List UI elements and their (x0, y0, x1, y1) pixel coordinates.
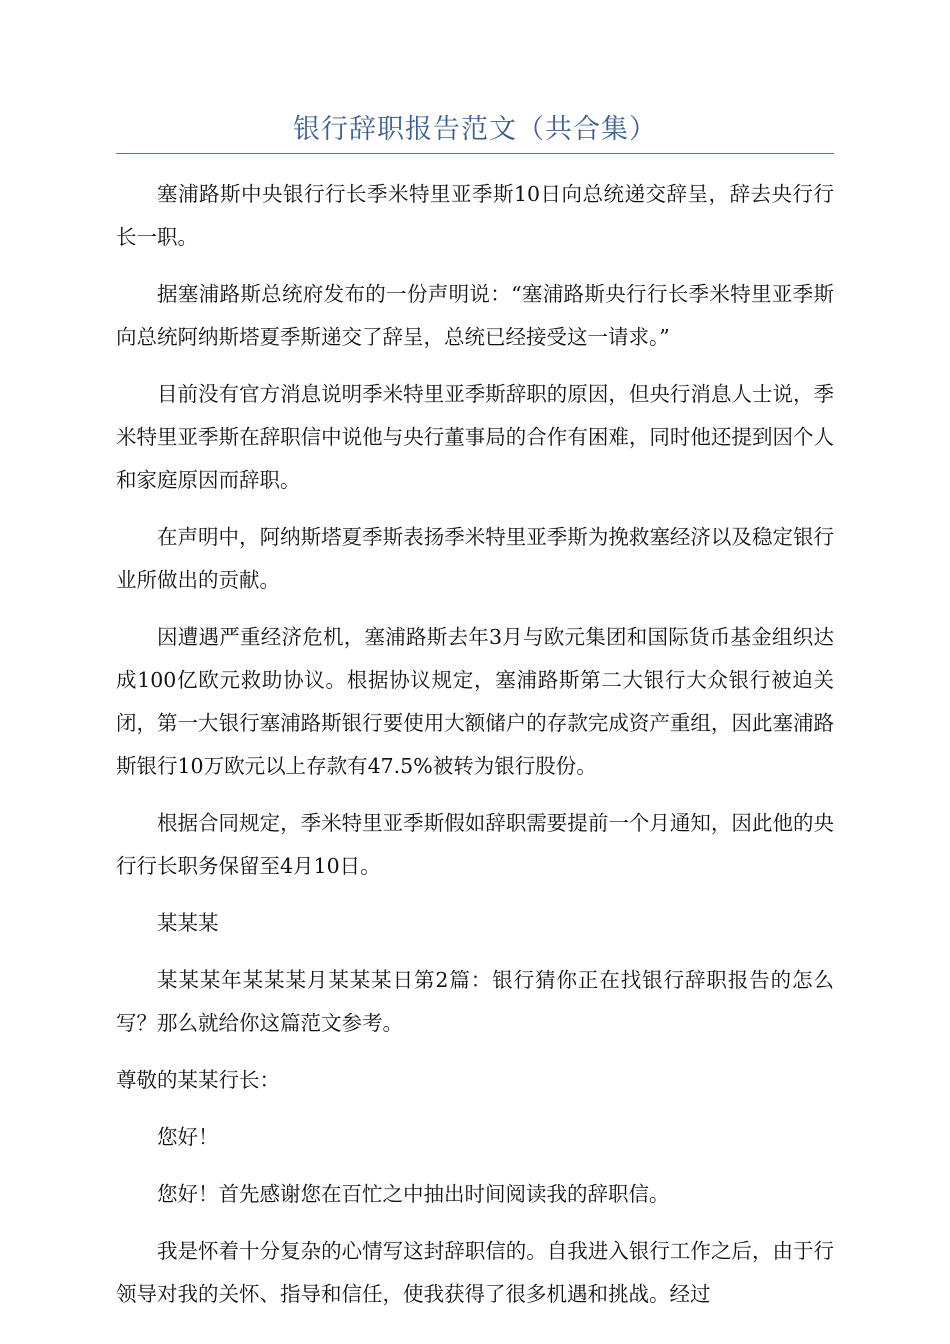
greeting: 您好！ (157, 1125, 219, 1149)
salutation: 尊敬的某某行长： (116, 1068, 280, 1092)
paragraph-8: 某某某年某某某月某某某日第2篇：银行猜你正在找银行辞职报告的怎么写？那么就给你这篇范文参考。 (116, 968, 834, 1035)
paragraph-6: 根据合同规定，季米特里亚季斯假如辞职需要提前一个月通知，因此他的央行行长职务保留至4月10日。 (116, 811, 834, 878)
paragraph-3: 目前没有官方消息说明季米特里亚季斯辞职的原因，但央行消息人士说，季米特里亚季斯在辞职信中说他与央行董事局的合作有困难，同时他还提到因个人和家庭原因而辞职。 (116, 382, 834, 492)
paragraph-11: 您好！首先感谢您在百忙之中抽出时间阅读我的辞职信。 (157, 1182, 670, 1206)
document-body (116, 173, 834, 1330)
signature-name: 某某某 (157, 911, 219, 935)
document-title: 银行辞职报告范文（共合集） (293, 114, 657, 145)
paragraph-5: 因遭遇严重经济危机，塞浦路斯去年3月与欧元集团和国际货币基金组织达成100亿欧元救助协议。根据协议规定，塞浦路斯第二大银行大众银行被迫关闭，第一大银行塞浦路斯银行要使用大额储户的存款完成资产重组，因此塞浦路斯银行10万欧元以上存款有47.5%被转为银行股份。 (116, 625, 834, 778)
paragraph-12: 我是怀着十分复杂的心情写这封辞职信的。自我进入银行工作之后，由于行领导对我的关怀、指导和信任，使我获得了很多机遇和挑战。经过 (116, 1239, 834, 1306)
paragraph-1: 塞浦路斯中央银行行长季米特里亚季斯10日向总统递交辞呈，辞去央行行长一职。 (116, 182, 834, 249)
paragraph-2: 据塞浦路斯总统府发布的一份声明说：“塞浦路斯央行行长季米特里亚季斯向总统阿纳斯塔夏季斯递交了辞呈，总统已经接受这一请求。” (116, 282, 834, 349)
title-underline (116, 153, 834, 154)
paragraph-4: 在声明中，阿纳斯塔夏季斯表扬季米特里亚季斯为挽救塞经济以及稳定银行业所做出的贡献。 (116, 525, 834, 592)
